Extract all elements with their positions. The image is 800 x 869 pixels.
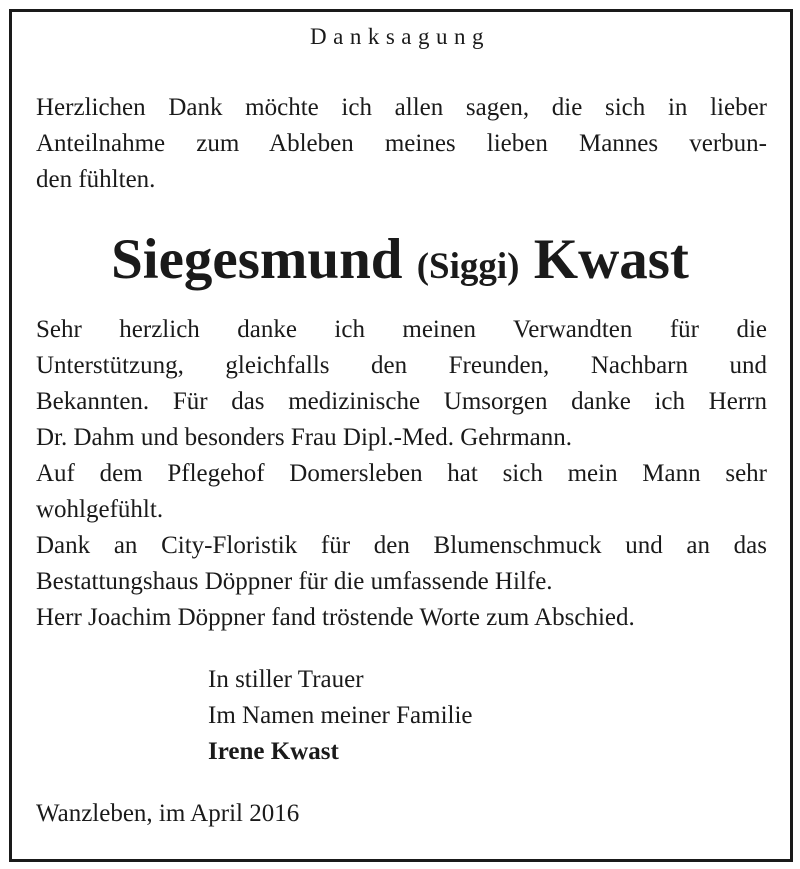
body-line: Bekannten. Für das medizinische Umsorgen danke ich Herrn bbox=[36, 388, 767, 415]
intro-line: Herzlichen Dank möchte ich allen sagen, die sich in lieber bbox=[36, 94, 767, 121]
deceased-name bbox=[0, 222, 800, 305]
intro-paragraph bbox=[36, 90, 767, 198]
body-line: Auf dem Pflegehof Domersleben hat sich mein Mann sehr bbox=[36, 460, 767, 487]
body-line: Herr Joachim Döppner fand tröstende Worte zum Abschied. bbox=[36, 604, 635, 631]
body-line: Sehr herzlich danke ich meinen Verwandten für die bbox=[36, 316, 767, 343]
signature-line: Im Namen meiner Familie bbox=[208, 702, 473, 729]
body-line: Dr. Dahm und besonders Frau Dipl.-Med. Gehrmann. bbox=[36, 424, 573, 451]
deceased-nickname: (Siggi) bbox=[416, 246, 520, 287]
signature-line: In stiller Trauer bbox=[208, 666, 364, 693]
place-date: Wanzleben, im April 2016 bbox=[36, 800, 300, 827]
deceased-last-name: Kwast bbox=[533, 228, 689, 291]
notice-heading: Danksagung bbox=[310, 24, 490, 49]
signer-name: Irene Kwast bbox=[208, 738, 339, 765]
body-line: wohlgefühlt. bbox=[36, 496, 164, 523]
body-line: Bestattungshaus Döppner für die umfassende Hilfe. bbox=[36, 568, 553, 595]
intro-line: Anteilnahme zum Ableben meines lieben Mannes verbun- bbox=[36, 130, 767, 157]
deceased-first-name: Siegesmund bbox=[111, 228, 403, 291]
thanks-paragraph bbox=[36, 312, 767, 636]
body-line: Dank an City-Floristik für den Blumenschmuck und an das bbox=[36, 532, 767, 559]
signature-block bbox=[208, 662, 473, 770]
body-line: Unterstützung, gleichfalls den Freunden, Nachbarn und bbox=[36, 352, 767, 379]
intro-line: den fühlten. bbox=[36, 166, 156, 193]
